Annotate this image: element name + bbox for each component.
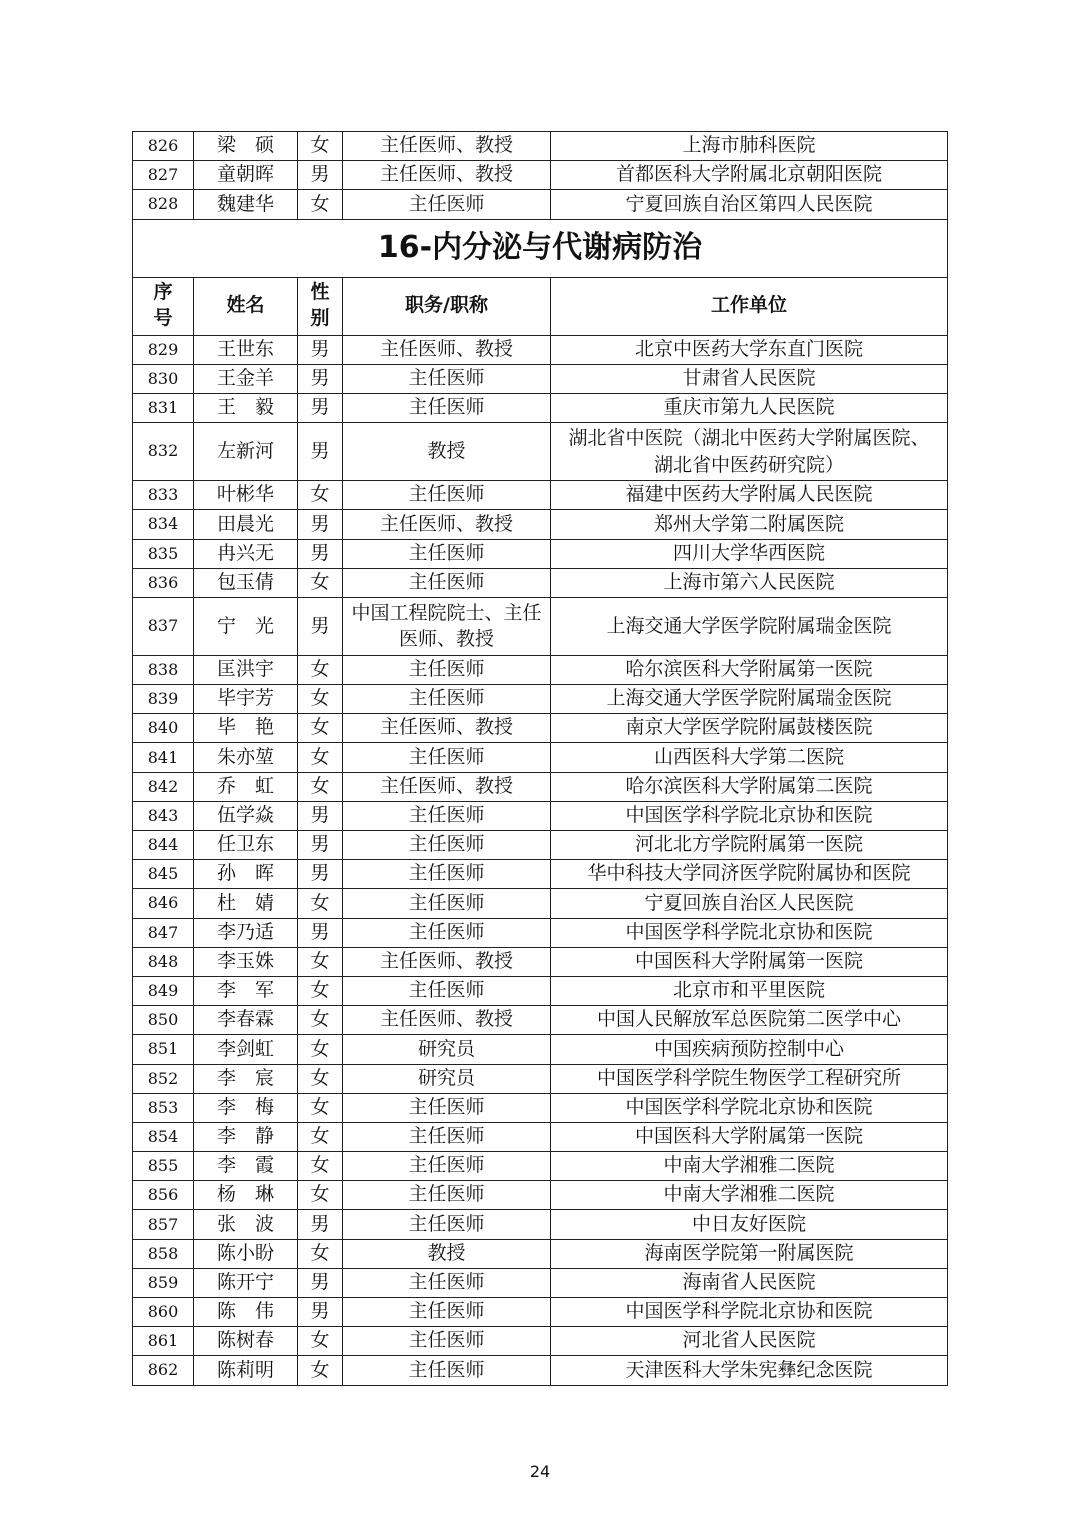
cell-name: 李剑虹	[194, 1035, 298, 1064]
cell-name: 包玉倩	[194, 568, 298, 597]
cell-sex: 女	[298, 1035, 343, 1064]
cell-serial-number: 847	[133, 918, 194, 947]
cell-sex: 男	[298, 423, 343, 481]
cell-name: 李 梅	[194, 1093, 298, 1122]
cell-name: 朱亦堃	[194, 743, 298, 772]
cell-sex: 女	[298, 889, 343, 918]
cell-name: 李乃适	[194, 918, 298, 947]
cell-sex: 男	[298, 1298, 343, 1327]
table-row	[133, 1298, 948, 1327]
cell-serial-number: 862	[133, 1356, 194, 1385]
cell-name: 陈莉明	[194, 1356, 298, 1385]
cell-title: 主任医师	[343, 1152, 551, 1181]
table-row	[133, 1122, 948, 1151]
cell-title: 主任医师	[343, 831, 551, 860]
cell-sex: 女	[298, 190, 343, 219]
cell-title: 主任医师	[343, 1298, 551, 1327]
cell-sex: 女	[298, 132, 343, 161]
cell-title: 主任医师、教授	[343, 947, 551, 976]
cell-title: 主任医师	[343, 1356, 551, 1385]
section-title: 16-内分泌与代谢病防治	[133, 219, 948, 277]
cell-serial-number: 850	[133, 1006, 194, 1035]
cell-title: 主任医师	[343, 1122, 551, 1151]
table-row	[133, 655, 948, 684]
table-row	[133, 481, 948, 510]
cell-work-unit: 中国医学科学院北京协和医院	[551, 1093, 948, 1122]
table-row	[133, 1327, 948, 1356]
cell-sex: 男	[298, 161, 343, 190]
cell-work-unit: 中南大学湘雅二医院	[551, 1152, 948, 1181]
cell-name: 毕 艳	[194, 714, 298, 743]
cell-sex: 女	[298, 1064, 343, 1093]
cell-work-unit: 首都医科大学附属北京朝阳医院	[551, 161, 948, 190]
cell-sex: 男	[298, 393, 343, 422]
cell-title: 主任医师	[343, 481, 551, 510]
cell-serial-number: 841	[133, 743, 194, 772]
cell-sex: 女	[298, 743, 343, 772]
cell-work-unit: 宁夏回族自治区人民医院	[551, 889, 948, 918]
cell-sex: 女	[298, 568, 343, 597]
cell-serial-number: 836	[133, 568, 194, 597]
cell-serial-number: 837	[133, 597, 194, 655]
cell-name: 田晨光	[194, 510, 298, 539]
cell-name: 梁 硕	[194, 132, 298, 161]
cell-sex: 男	[298, 860, 343, 889]
cell-work-unit: 宁夏回族自治区第四人民医院	[551, 190, 948, 219]
cell-work-unit: 中南大学湘雅二医院	[551, 1181, 948, 1210]
cell-title: 主任医师	[343, 889, 551, 918]
cell-serial-number: 858	[133, 1239, 194, 1268]
cell-serial-number: 828	[133, 190, 194, 219]
table-row	[133, 1064, 948, 1093]
table-row	[133, 423, 948, 481]
cell-serial-number: 855	[133, 1152, 194, 1181]
cell-work-unit: 中国医学科学院北京协和医院	[551, 801, 948, 830]
table-row	[133, 772, 948, 801]
table-row	[133, 1239, 948, 1268]
table-row	[133, 364, 948, 393]
cell-title: 主任医师	[343, 918, 551, 947]
cell-serial-number: 851	[133, 1035, 194, 1064]
table-row	[133, 539, 948, 568]
cell-sex: 女	[298, 714, 343, 743]
cell-work-unit: 中国医科大学附属第一医院	[551, 947, 948, 976]
cell-title: 研究员	[343, 1035, 551, 1064]
table-row	[133, 1093, 948, 1122]
cell-title: 主任医师	[343, 539, 551, 568]
cell-serial-number: 826	[133, 132, 194, 161]
cell-sex: 男	[298, 510, 343, 539]
cell-name: 李 军	[194, 976, 298, 1005]
cell-work-unit: 郑州大学第二附属医院	[551, 510, 948, 539]
cell-title: 主任医师	[343, 190, 551, 219]
cell-title: 主任医师	[343, 1093, 551, 1122]
cell-sex: 女	[298, 481, 343, 510]
cell-sex: 女	[298, 1181, 343, 1210]
cell-work-unit: 中国人民解放军总医院第二医学中心	[551, 1006, 948, 1035]
cell-sex: 女	[298, 772, 343, 801]
cell-serial-number: 853	[133, 1093, 194, 1122]
table-row	[133, 860, 948, 889]
cell-title: 主任医师、教授	[343, 510, 551, 539]
cell-name: 冉兴无	[194, 539, 298, 568]
cell-sex: 女	[298, 1356, 343, 1385]
cell-title: 中国工程院院士、主任医师、教授	[343, 597, 551, 655]
cell-serial-number: 843	[133, 801, 194, 830]
previous-section-rows	[133, 132, 948, 220]
cell-sex: 男	[298, 335, 343, 364]
table-row	[133, 190, 948, 219]
cell-sex: 男	[298, 1210, 343, 1239]
cell-title: 研究员	[343, 1064, 551, 1093]
cell-name: 陈小盼	[194, 1239, 298, 1268]
cell-sex: 女	[298, 976, 343, 1005]
cell-sex: 男	[298, 831, 343, 860]
cell-work-unit: 上海市肺科医院	[551, 132, 948, 161]
cell-title: 主任医师	[343, 801, 551, 830]
cell-title: 主任医师	[343, 364, 551, 393]
cell-serial-number: 838	[133, 655, 194, 684]
cell-name: 陈 伟	[194, 1298, 298, 1327]
cell-serial-number: 827	[133, 161, 194, 190]
cell-name: 匡洪宇	[194, 655, 298, 684]
cell-sex: 女	[298, 1327, 343, 1356]
cell-work-unit: 上海市第六人民医院	[551, 568, 948, 597]
header-name: 姓名	[194, 277, 298, 335]
cell-serial-number: 861	[133, 1327, 194, 1356]
cell-serial-number: 845	[133, 860, 194, 889]
cell-work-unit: 天津医科大学朱宪彝纪念医院	[551, 1356, 948, 1385]
cell-work-unit: 中国医学科学院生物医学工程研究所	[551, 1064, 948, 1093]
cell-serial-number: 844	[133, 831, 194, 860]
cell-name: 童朝晖	[194, 161, 298, 190]
cell-serial-number: 832	[133, 423, 194, 481]
cell-serial-number: 846	[133, 889, 194, 918]
header-title: 职务/职称	[343, 277, 551, 335]
cell-title: 主任医师、教授	[343, 1006, 551, 1035]
cell-name: 王 毅	[194, 393, 298, 422]
cell-sex: 男	[298, 539, 343, 568]
table-row	[133, 889, 948, 918]
cell-name: 宁 光	[194, 597, 298, 655]
cell-title: 主任医师	[343, 393, 551, 422]
cell-name: 王世东	[194, 335, 298, 364]
cell-serial-number: 830	[133, 364, 194, 393]
cell-name: 孙 晖	[194, 860, 298, 889]
cell-serial-number: 848	[133, 947, 194, 976]
cell-sex: 男	[298, 801, 343, 830]
cell-name: 杜 婧	[194, 889, 298, 918]
header-work-unit: 工作单位	[551, 277, 948, 335]
table-row	[133, 1210, 948, 1239]
cell-work-unit: 华中科技大学同济医学院附属协和医院	[551, 860, 948, 889]
cell-name: 乔 虹	[194, 772, 298, 801]
table-row	[133, 161, 948, 190]
section-title-row	[133, 219, 948, 277]
cell-name: 陈树春	[194, 1327, 298, 1356]
cell-serial-number: 834	[133, 510, 194, 539]
cell-work-unit: 河北北方学院附属第一医院	[551, 831, 948, 860]
cell-work-unit: 中国医学科学院北京协和医院	[551, 918, 948, 947]
cell-title: 主任医师	[343, 1327, 551, 1356]
cell-title: 主任医师	[343, 655, 551, 684]
cell-title: 主任医师	[343, 743, 551, 772]
cell-title: 主任医师	[343, 1181, 551, 1210]
cell-work-unit: 中日友好医院	[551, 1210, 948, 1239]
cell-sex: 女	[298, 655, 343, 684]
cell-name: 陈开宁	[194, 1268, 298, 1297]
cell-sex: 男	[298, 918, 343, 947]
cell-name: 李 宸	[194, 1064, 298, 1093]
cell-sex: 女	[298, 1093, 343, 1122]
header-sex: 性别	[298, 277, 343, 335]
cell-serial-number: 842	[133, 772, 194, 801]
table-header-row	[133, 277, 948, 335]
expert-list-table	[132, 131, 948, 1386]
cell-name: 叶彬华	[194, 481, 298, 510]
cell-sex: 女	[298, 685, 343, 714]
cell-name: 杨 琳	[194, 1181, 298, 1210]
cell-serial-number: 857	[133, 1210, 194, 1239]
table-row	[133, 831, 948, 860]
table-row	[133, 1181, 948, 1210]
cell-name: 魏建华	[194, 190, 298, 219]
cell-serial-number: 859	[133, 1268, 194, 1297]
cell-sex: 女	[298, 1152, 343, 1181]
table-row	[133, 568, 948, 597]
cell-work-unit: 哈尔滨医科大学附属第二医院	[551, 772, 948, 801]
cell-work-unit: 甘肃省人民医院	[551, 364, 948, 393]
table-row	[133, 393, 948, 422]
table-row	[133, 132, 948, 161]
table-row	[133, 714, 948, 743]
cell-work-unit: 中国医学科学院北京协和医院	[551, 1298, 948, 1327]
table-row	[133, 976, 948, 1005]
cell-serial-number: 829	[133, 335, 194, 364]
table-row	[133, 801, 948, 830]
cell-work-unit: 福建中医药大学附属人民医院	[551, 481, 948, 510]
section-rows	[133, 335, 948, 1385]
table-row	[133, 1006, 948, 1035]
cell-title: 主任医师、教授	[343, 714, 551, 743]
page-number: 24	[529, 1462, 551, 1481]
table-row	[133, 685, 948, 714]
cell-title: 主任医师、教授	[343, 132, 551, 161]
cell-serial-number: 833	[133, 481, 194, 510]
cell-serial-number: 831	[133, 393, 194, 422]
header-serial-number: 序号	[133, 277, 194, 335]
cell-title: 主任医师	[343, 976, 551, 1005]
cell-work-unit: 湖北省中医院（湖北中医药大学附属医院、湖北省中医药研究院）	[551, 423, 948, 481]
cell-sex: 男	[298, 1268, 343, 1297]
cell-work-unit: 河北省人民医院	[551, 1327, 948, 1356]
cell-work-unit: 北京中医药大学东直门医院	[551, 335, 948, 364]
cell-serial-number: 860	[133, 1298, 194, 1327]
cell-name: 李玉姝	[194, 947, 298, 976]
cell-work-unit: 四川大学华西医院	[551, 539, 948, 568]
cell-sex: 女	[298, 947, 343, 976]
cell-name: 毕宇芳	[194, 685, 298, 714]
cell-title: 主任医师	[343, 860, 551, 889]
table-row	[133, 1152, 948, 1181]
cell-work-unit: 上海交通大学医学院附属瑞金医院	[551, 685, 948, 714]
cell-sex: 女	[298, 1122, 343, 1151]
cell-name: 李 霞	[194, 1152, 298, 1181]
cell-serial-number: 854	[133, 1122, 194, 1151]
table-row	[133, 1035, 948, 1064]
cell-work-unit: 哈尔滨医科大学附属第一医院	[551, 655, 948, 684]
cell-serial-number: 835	[133, 539, 194, 568]
cell-sex: 男	[298, 597, 343, 655]
cell-serial-number: 852	[133, 1064, 194, 1093]
cell-title: 主任医师	[343, 1210, 551, 1239]
cell-work-unit: 山西医科大学第二医院	[551, 743, 948, 772]
cell-sex: 女	[298, 1239, 343, 1268]
cell-title: 主任医师	[343, 568, 551, 597]
cell-name: 张 波	[194, 1210, 298, 1239]
cell-name: 任卫东	[194, 831, 298, 860]
cell-work-unit: 上海交通大学医学院附属瑞金医院	[551, 597, 948, 655]
cell-serial-number: 840	[133, 714, 194, 743]
table-row	[133, 510, 948, 539]
cell-work-unit: 海南医学院第一附属医院	[551, 1239, 948, 1268]
table-row	[133, 918, 948, 947]
cell-title: 主任医师	[343, 685, 551, 714]
table-row	[133, 597, 948, 655]
cell-title: 教授	[343, 1239, 551, 1268]
cell-serial-number: 856	[133, 1181, 194, 1210]
cell-work-unit: 重庆市第九人民医院	[551, 393, 948, 422]
cell-work-unit: 中国医科大学附属第一医院	[551, 1122, 948, 1151]
cell-work-unit: 南京大学医学院附属鼓楼医院	[551, 714, 948, 743]
cell-work-unit: 中国疾病预防控制中心	[551, 1035, 948, 1064]
table-row	[133, 335, 948, 364]
cell-name: 李春霖	[194, 1006, 298, 1035]
cell-name: 左新河	[194, 423, 298, 481]
cell-sex: 女	[298, 1006, 343, 1035]
cell-title: 主任医师	[343, 1268, 551, 1297]
table-row	[133, 947, 948, 976]
cell-name: 李 静	[194, 1122, 298, 1151]
cell-name: 王金羊	[194, 364, 298, 393]
cell-sex: 男	[298, 364, 343, 393]
cell-title: 主任医师、教授	[343, 335, 551, 364]
cell-title: 教授	[343, 423, 551, 481]
cell-title: 主任医师、教授	[343, 161, 551, 190]
cell-title: 主任医师、教授	[343, 772, 551, 801]
cell-work-unit: 海南省人民医院	[551, 1268, 948, 1297]
cell-serial-number: 849	[133, 976, 194, 1005]
table-row	[133, 1268, 948, 1297]
table-row	[133, 1356, 948, 1385]
cell-name: 伍学焱	[194, 801, 298, 830]
cell-serial-number: 839	[133, 685, 194, 714]
table-row	[133, 743, 948, 772]
cell-work-unit: 北京市和平里医院	[551, 976, 948, 1005]
